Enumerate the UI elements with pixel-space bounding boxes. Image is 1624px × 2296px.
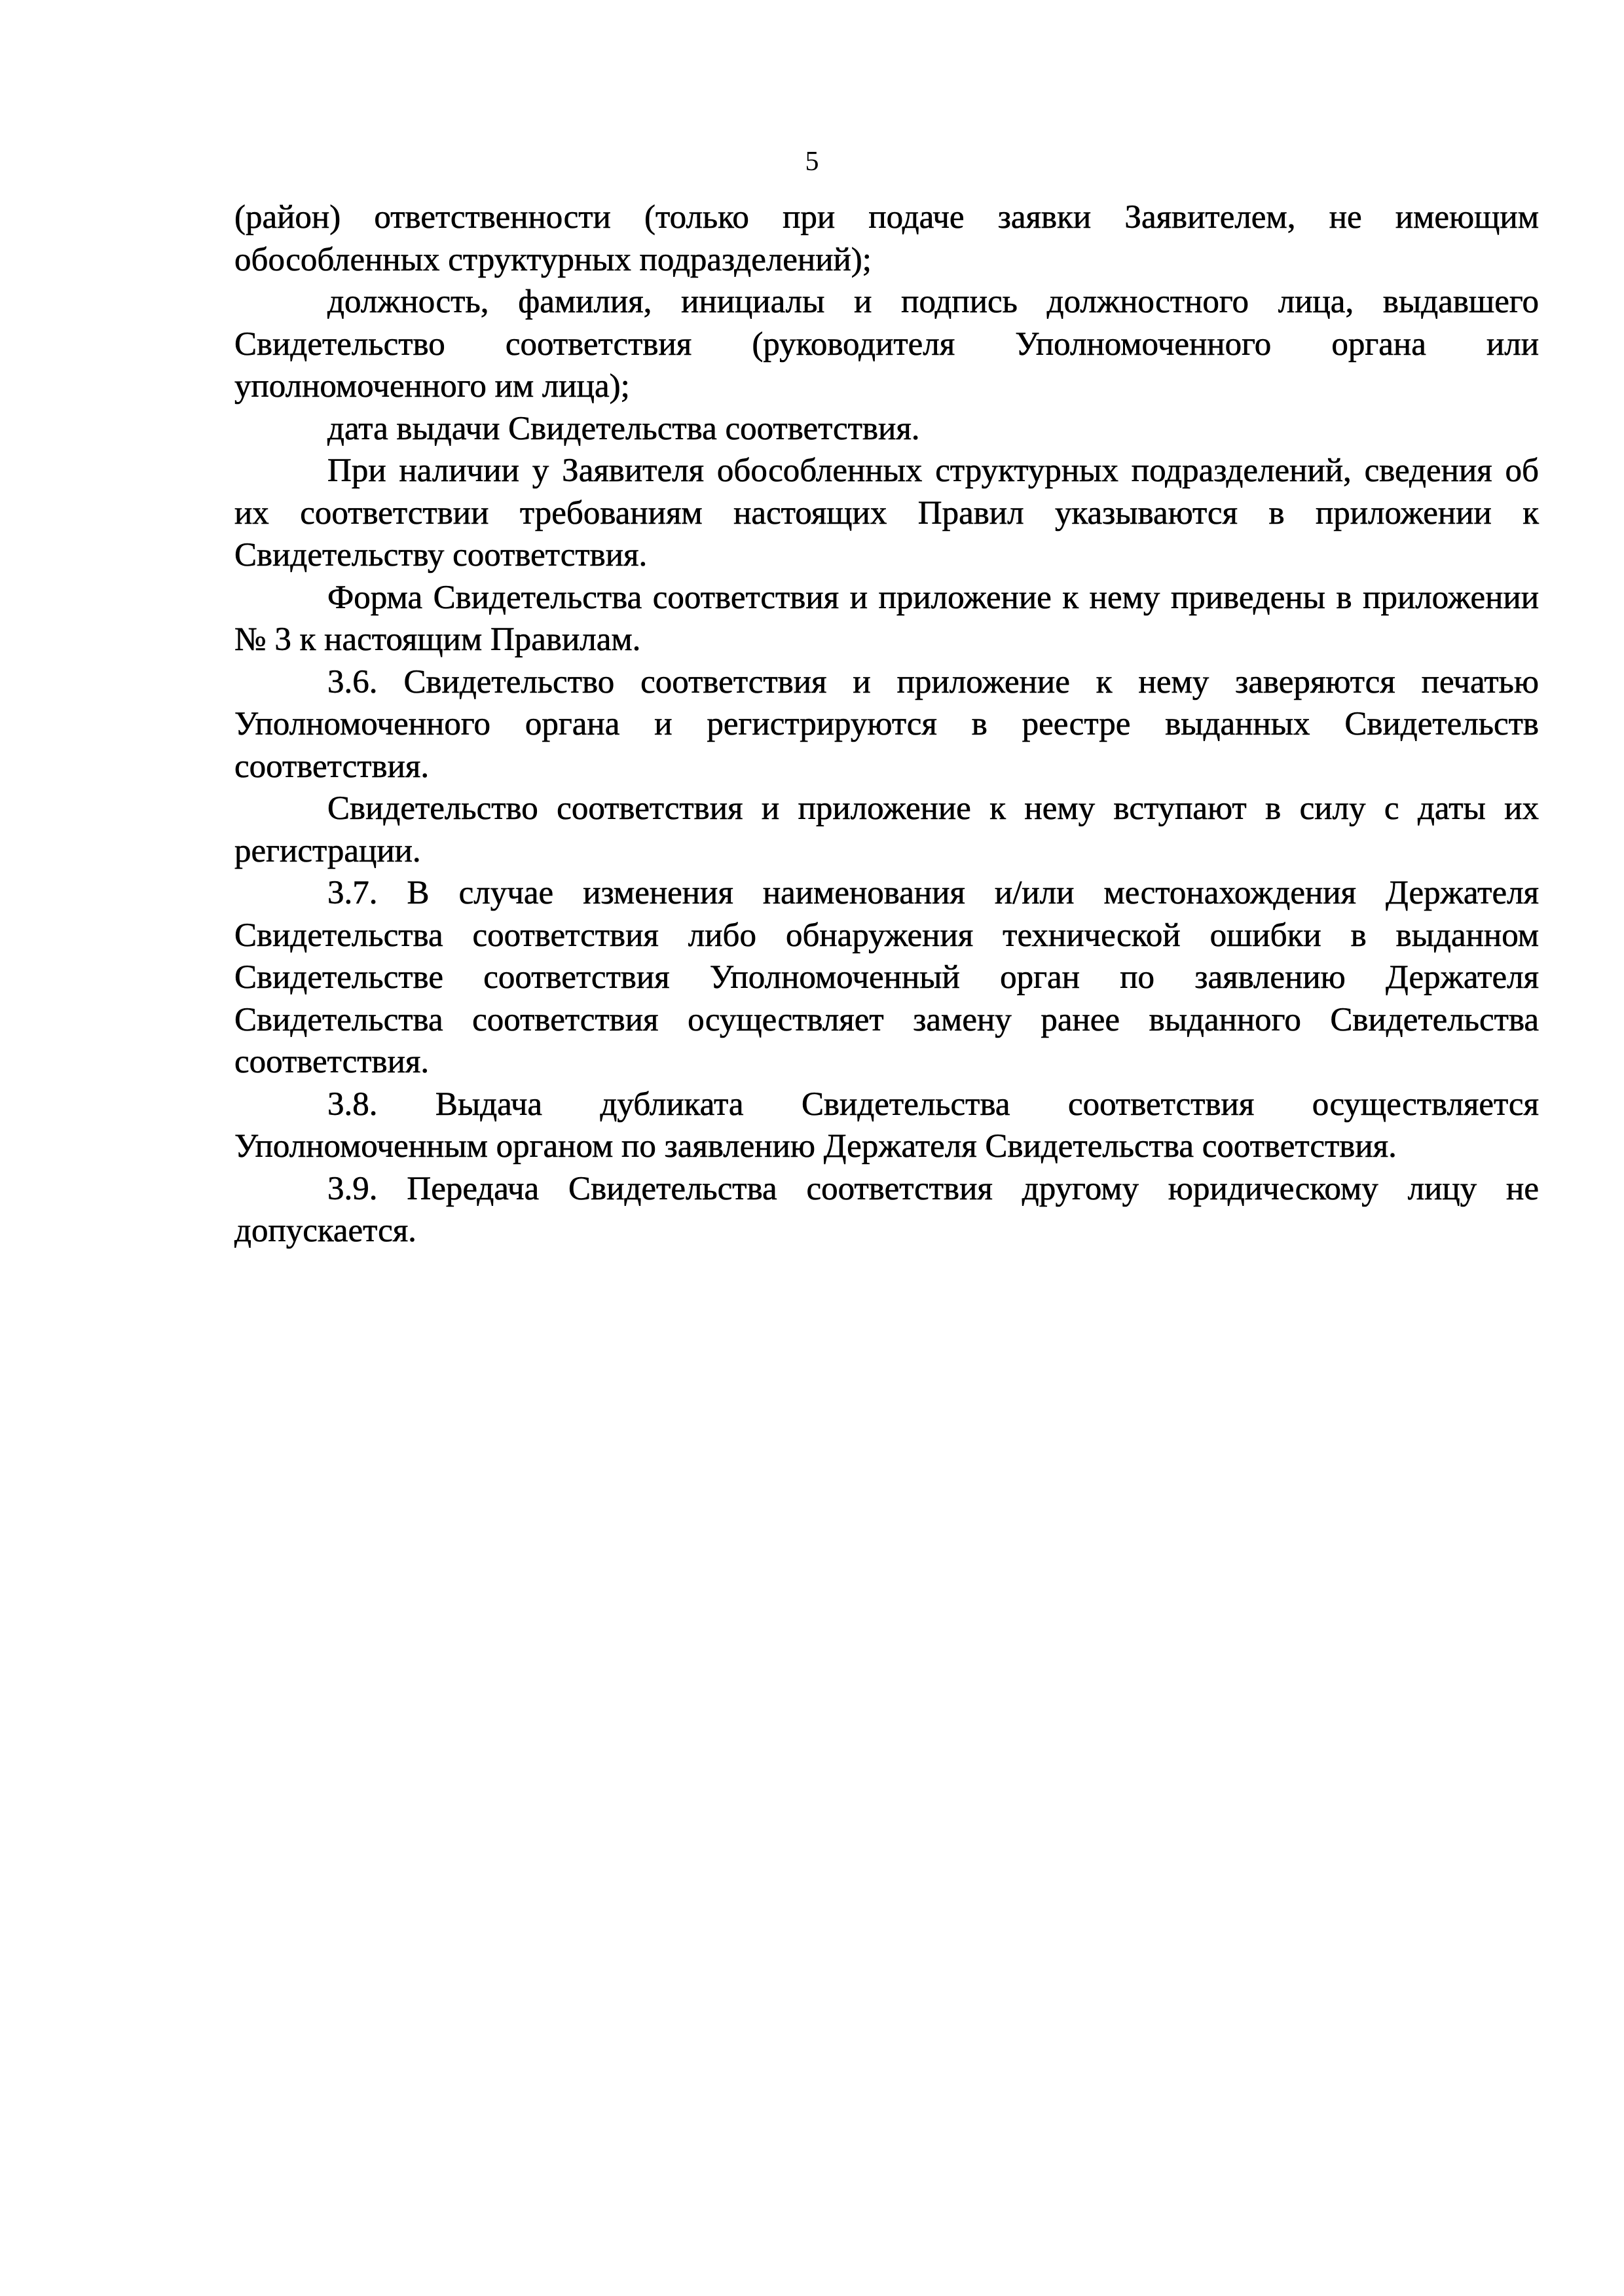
paragraph: Свидетельство соответствия и приложение к нему вступают в силу с даты их регистрации.	[234, 790, 1539, 869]
paragraph: должность, фамилия, инициалы и подпись должностного лица, выдавшего Свидетельство соответствия (руководителя Уполномоченного органа или уполномоченного им лица);	[234, 283, 1539, 405]
paragraph-continuation: (район) ответственности (только при подаче заявки Заявителем, не имеющим обособленных структурных подразделений);	[234, 199, 1539, 278]
paragraph-section-3-9: 3.9. Передача Свидетельства соответствия другому юридическому лицу не допускается.	[234, 1170, 1539, 1249]
document-body	[234, 196, 1539, 1252]
paragraph-section-3-8: 3.8. Выдача дубликата Свидетельства соответствия осуществляется Уполномоченным органом по заявлению Держателя Свидетельства соответствия.	[234, 1085, 1539, 1165]
page-number: 5	[805, 147, 819, 177]
paragraph: Форма Свидетельства соответствия и приложение к нему приведены в приложении № 3 к настоящим Правилам.	[234, 579, 1539, 658]
paragraph: дата выдачи Свидетельства соответствия.	[327, 410, 920, 447]
paragraph-section-3-6: 3.6. Свидетельство соответствия и приложение к нему заверяются печатью Уполномоченного органа и регистрируются в реестре выданных Свидетельств соответствия.	[234, 663, 1539, 785]
paragraph-section-3-7: 3.7. В случае изменения наименования и/или местонахождения Держателя Свидетельства соответствия либо обнаружения технической ошибки в выданном Свидетельстве соответствия Уполномоченный орган по заявлению Держателя Свидетельства соответствия осуществляет замену ранее выданного Свидетельства соответствия.	[234, 875, 1539, 1080]
paragraph: При наличии у Заявителя обособленных структурных подразделений, сведения об их соответствии требованиям настоящих Правил указываются в приложении к Свидетельству соответствия.	[234, 452, 1539, 574]
